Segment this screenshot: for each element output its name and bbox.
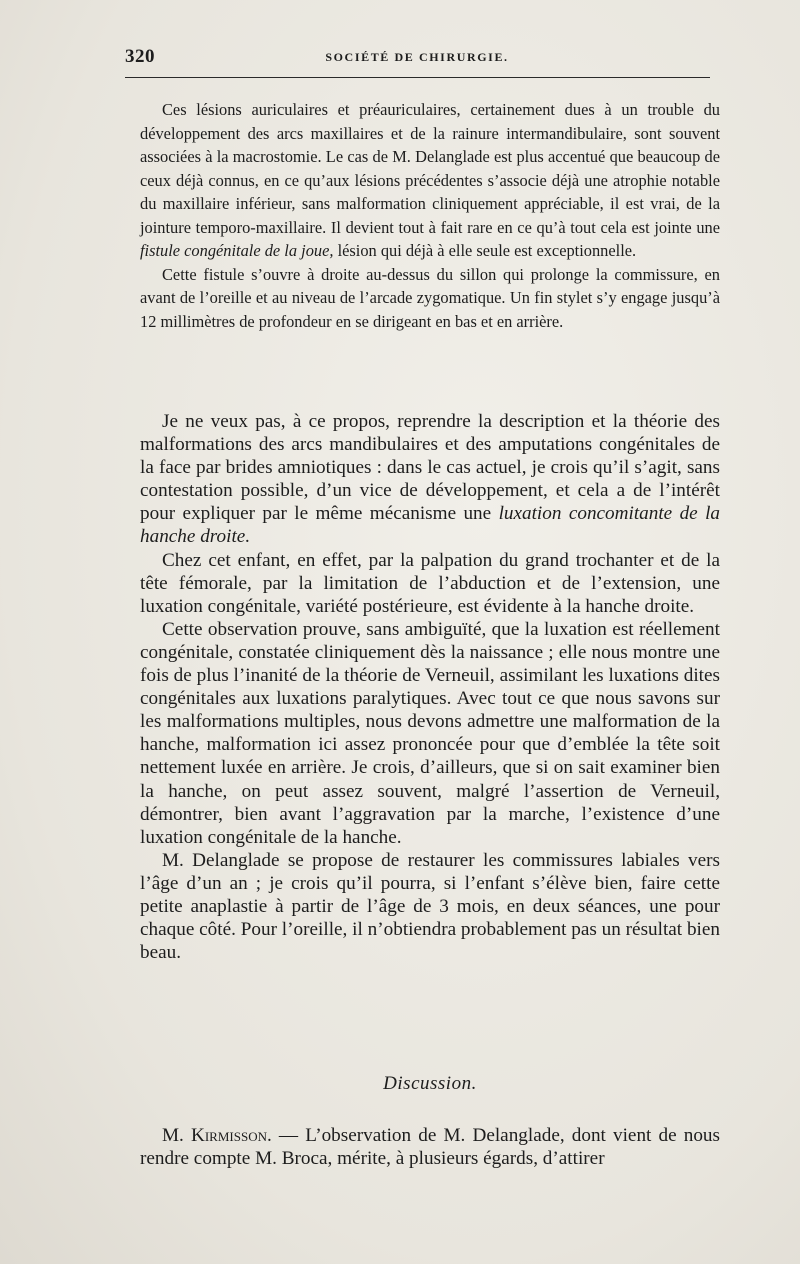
header-rule (125, 77, 710, 78)
paragraph-malformations: Je ne veux pas, à ce propos, reprendre la description et la théorie des malformations des arcs mandibulaires et des amputations congénitales de la face par brides amniotiques : dans le cas actuel, je crois qu’il s’agit, sans contestation possible, d’un vice de développement, et cela a de l’intérêt pour expliquer par le même mécanisme une luxation concomitante de la hanche droite. (140, 411, 720, 548)
paragraph-observation: Cette observation prouve, sans ambiguïté, que la luxation est réellement congénitale, constatée cliniquement dès la naissance ; elle nous montre une fois de plus l’inanité de la théorie de Verneuil, assimilant les luxations dites congénitales aux luxations paralytiques. Avec tout ce que nous savons sur les malformations multiples, nous devons admettre une malformation de la hanche, malformation ici assez prononcée pour que d’emblée la tête soit nettement luxée en arrière. Je crois, d’ailleurs, que si on sait examiner bien la hanche, on peut assez souvent, malgré l’assertion de Verneuil, démontrer, bien avant l’aggravation par la marche, l’existence d’une luxation congénitale de la hanche. (140, 618, 720, 848)
small-print-section (140, 98, 720, 333)
running-title: SOCIÉTÉ DE CHIRURGIE. (325, 50, 509, 64)
paragraph-fistule: Cette fistule s’ouvre à droite au-dessus du sillon qui prolonge la commissure, en avant de l’oreille et au niveau de l’arcade zygomatique. Un fin stylet s’y engage jusqu’à 12 millimètres de profondeur en se dirigeant en bas et en arrière. (140, 264, 720, 331)
discussion-text: — L’observation de M. Delanglade, dont vient de nous rendre compte M. Broca, mérite, à plusieurs égards, d’attirer (140, 1125, 720, 1170)
paragraph-restauration: M. Delanglade se propose de restaurer les commissures labiales vers l’âge d’un an ; je crois qu’il pourra, si l’enfant s’élève bien, faire cette petite anaplastie à partir de l’âge de 3 mois, en deux séances, une pour chaque côté. Pour l’oreille, il n’obtiendra probablement pas un résultat bien beau. (140, 849, 720, 964)
speaker-name: M. Kirmisson. (162, 1125, 272, 1146)
paragraph-lesions: Ces lésions auriculaires et préauriculaires, certainement dues à un trouble du développement des arcs maxillaires et de la rainure intermandibulaire, sont souvent associées à la macrostomie. Le cas de M. Delanglade est plus accentué que beaucoup de ceux déjà connus, en ce qu’aux lésions précédentes s’associe déjà une atrophie notable du maxillaire inférieur, sans malformation cliniquement appréciable, il est vrai, de la jointure temporo-maxillaire. Il devient tout à fait rare en ce qu’à tout cela est jointe une fistule congénitale de la joue, lésion qui déjà à elle seule est exceptionnelle. (140, 100, 720, 260)
paragraph-palpation: Chez cet enfant, en effet, par la palpation du grand trochanter et de la tête fémorale, par la limitation de l’abduction et de l’extension, une luxation congénitale, variété postérieure, est évidente à la hanche droite. (140, 549, 720, 617)
page-number: 320 (125, 46, 155, 67)
main-text-section (140, 410, 720, 964)
running-head (117, 44, 717, 74)
discussion-paragraph (140, 1124, 720, 1170)
section-heading: Discussion. (383, 1073, 477, 1094)
